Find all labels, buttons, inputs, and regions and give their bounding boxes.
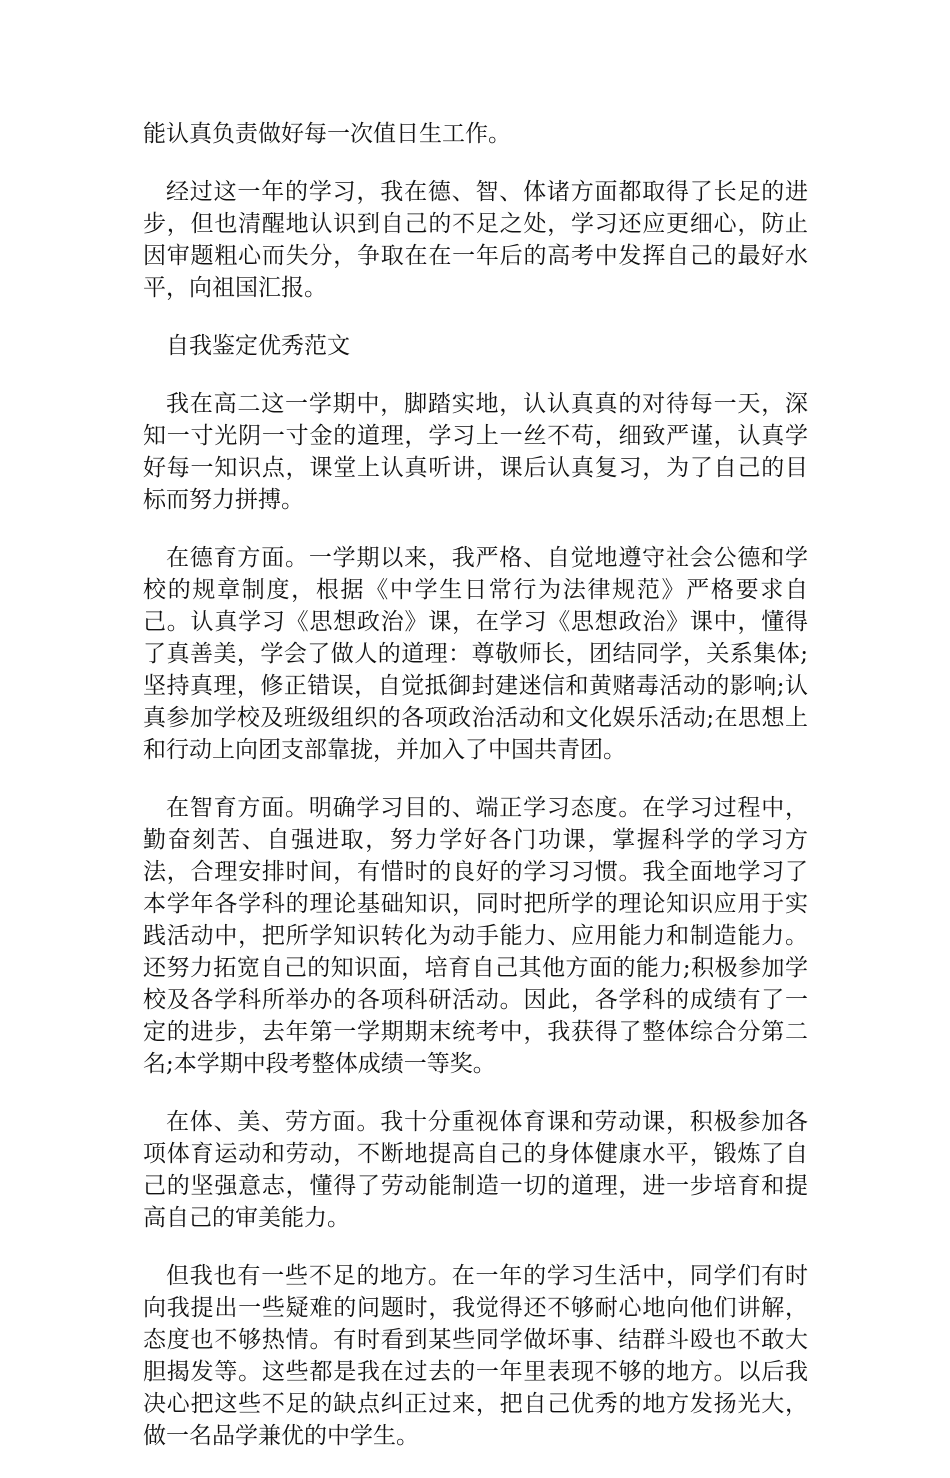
paragraph-intellectual-education: 在智育方面。明确学习目的、端正学习态度。在学习过程中，勤奋刻苦、自强进取，努力学好各门功课，掌握科学的学习方法，合理安排时间，有惜时的良好的学习习惯。我全面地学习了本学年各学科的理论基础知识，同时把所学的理论知识应用于实践活动中，把所学知识转化为动手能力、应用能力和制造能力。还努力拓宽自己的知识面，培育自己其他方面的能力;积极参加学校及各学科所举办的各项科研活动。因此，各学科的成绩有了一定的进步，去年第一学期期末统考中，我获得了整体综合分第二名;本学期中段考整体成绩一等奖。 (143, 795, 808, 1077)
paragraph-duty-continuation: 能认真负责做好每一次值日生工作。 (143, 121, 511, 147)
paragraph-physical-aesthetic-labor: 在体、美、劳方面。我十分重视体育课和劳动课，积极参加各项体育运动和劳动，不断地提高自己的身体健康水平，锻炼了自己的坚强意志，懂得了劳动能制造一切的道理，进一步培育和提高自己的审美能力。 (143, 1109, 808, 1231)
section-heading: 自我鉴定优秀范文 (166, 333, 350, 359)
paragraph-moral-education: 在德育方面。一学期以来，我严格、自觉地遵守社会公德和学校的规章制度，根据《中学生日常行为法律规范》严格要求自己。认真学习《思想政治》课，在学习《思想政治》课中，懂得了真善美，学会了做人的道理：尊敬师长，团结同学，关系集体;坚持真理，修正错误，自觉抵御封建迷信和黄赌毒活动的影响;认真参加学校及班级组织的各项政治活动和文化娱乐活动;在思想上和行动上向团支部靠拢，并加入了中国共青团。 (143, 545, 808, 763)
paragraph-semester-intro: 我在高二这一学期中，脚踏实地，认认真真的对待每一天，深知一寸光阴一寸金的道理，学习上一丝不苟，细致严谨，认真学好每一知识点，课堂上认真听讲，课后认真复习，为了自己的目标而努力拼搏。 (143, 391, 808, 513)
paragraph-shortcomings: 但我也有一些不足的地方。在一年的学习生活中，同学们有时向我提出一些疑难的问题时，我觉得还不够耐心地向他们讲解，态度也不够热情。有时看到某些同学做坏事、结群斗殴也不敢大胆揭发等。这些都是我在过去的一年里表现不够的地方。以后我决心把这些不足的缺点纠正过来，把自己优秀的地方发扬光大，做一名品学兼优的中学生。 (143, 1263, 808, 1449)
paragraph-year-summary: 经过这一年的学习，我在德、智、体诸方面都取得了长足的进步，但也清醒地认识到自己的不足之处，学习还应更细心，防止因审题粗心而失分，争取在在一年后的高考中发挥自己的最好水平，向祖国汇报。 (143, 179, 808, 301)
document-body (143, 118, 808, 1478)
